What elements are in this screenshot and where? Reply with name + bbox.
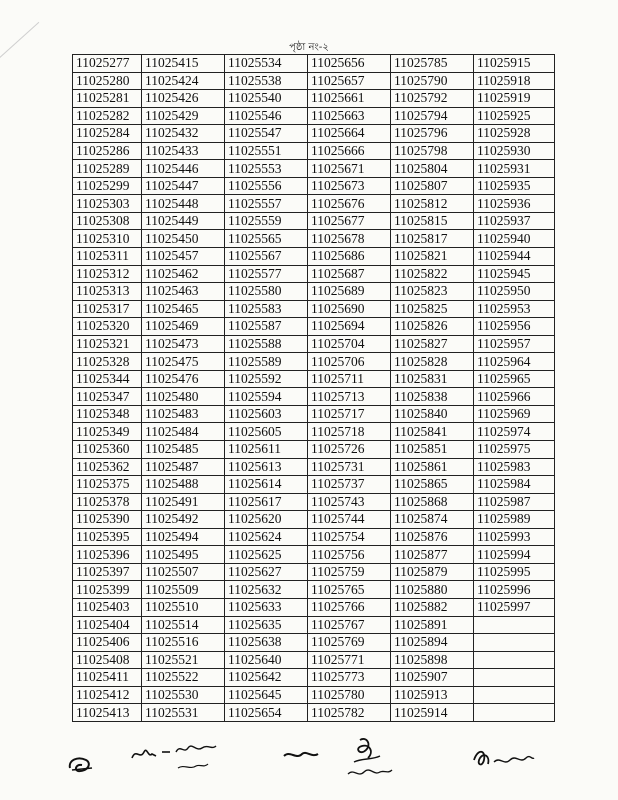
roll-number-cell: 11025677 — [308, 212, 391, 230]
roll-number-cell: 11025594 — [225, 388, 308, 406]
roll-number-cell: 11025706 — [308, 353, 391, 371]
table-row — [73, 423, 555, 441]
roll-number-cell: 11025767 — [308, 616, 391, 634]
roll-number-cell: 11025284 — [73, 125, 142, 143]
roll-number-cell: 11025765 — [308, 581, 391, 599]
roll-number-cell: 11025494 — [142, 528, 225, 546]
roll-number-cell: 11025868 — [391, 493, 474, 511]
roll-number-cell: 11025689 — [308, 283, 391, 301]
roll-number-cell: 11025289 — [73, 160, 142, 178]
roll-number-cell: 11025957 — [474, 335, 555, 353]
roll-number-cell: 11025928 — [474, 125, 555, 143]
table-row — [73, 90, 555, 108]
roll-number-cell: 11025277 — [73, 55, 142, 73]
roll-number-cell: 11025635 — [225, 616, 308, 634]
roll-number-cell: 11025769 — [308, 634, 391, 652]
table-row — [73, 458, 555, 476]
roll-number-cell: 11025974 — [474, 423, 555, 441]
table-row — [73, 598, 555, 616]
roll-number-cell: 11025731 — [308, 458, 391, 476]
table-row — [73, 300, 555, 318]
roll-number-cell: 11025282 — [73, 107, 142, 125]
roll-number-cell: 11025375 — [73, 476, 142, 494]
roll-number-cell — [474, 651, 555, 669]
roll-number-cell: 11025488 — [142, 476, 225, 494]
roll-number-cell: 11025678 — [308, 230, 391, 248]
roll-number-cell: 11025879 — [391, 563, 474, 581]
roll-number-cell: 11025913 — [391, 686, 474, 704]
roll-number-cell: 11025540 — [225, 90, 308, 108]
roll-number-cell: 11025861 — [391, 458, 474, 476]
roll-number-cell: 11025426 — [142, 90, 225, 108]
roll-number-cell: 11025559 — [225, 212, 308, 230]
roll-number-cell: 11025303 — [73, 195, 142, 213]
roll-number-cell: 11025485 — [142, 441, 225, 459]
roll-number-cell: 11025766 — [308, 598, 391, 616]
table-row — [73, 353, 555, 371]
roll-number-cell: 11025577 — [225, 265, 308, 283]
roll-number-cell: 11025983 — [474, 458, 555, 476]
roll-number-cell: 11025915 — [474, 55, 555, 73]
roll-number-cell: 11025759 — [308, 563, 391, 581]
roll-number-cell: 11025817 — [391, 230, 474, 248]
roll-number-cell: 11025704 — [308, 335, 391, 353]
roll-number-cell: 11025966 — [474, 388, 555, 406]
roll-number-cell: 11025994 — [474, 546, 555, 564]
table-row — [73, 230, 555, 248]
table-row — [73, 476, 555, 494]
roll-number-cell: 11025726 — [308, 441, 391, 459]
roll-number-cell: 11025993 — [474, 528, 555, 546]
roll-number-cell: 11025457 — [142, 248, 225, 266]
roll-number-cell: 11025821 — [391, 248, 474, 266]
table-row — [73, 107, 555, 125]
roll-number-cell: 11025798 — [391, 142, 474, 160]
roll-number-cell: 11025694 — [308, 318, 391, 336]
roll-number-cell: 11025510 — [142, 598, 225, 616]
roll-number-cell: 11025930 — [474, 142, 555, 160]
table-row — [73, 177, 555, 195]
roll-number-cell: 11025894 — [391, 634, 474, 652]
roll-number-cell: 11025656 — [308, 55, 391, 73]
roll-number-cell: 11025625 — [225, 546, 308, 564]
roll-number-cell: 11025944 — [474, 248, 555, 266]
roll-number-cell: 11025507 — [142, 563, 225, 581]
roll-number-cell: 11025831 — [391, 370, 474, 388]
roll-number-cell: 11025640 — [225, 651, 308, 669]
roll-number-cell: 11025406 — [73, 634, 142, 652]
table-row — [73, 634, 555, 652]
roll-number-cell: 11025690 — [308, 300, 391, 318]
roll-number-cell: 11025627 — [225, 563, 308, 581]
roll-number-cell: 11025874 — [391, 511, 474, 529]
roll-number-cell: 11025565 — [225, 230, 308, 248]
roll-number-cell: 11025686 — [308, 248, 391, 266]
roll-number-cell: 11025676 — [308, 195, 391, 213]
roll-number-cell: 11025664 — [308, 125, 391, 143]
roll-number-cell: 11025603 — [225, 405, 308, 423]
roll-number-cell: 11025447 — [142, 177, 225, 195]
roll-number-cell: 11025796 — [391, 125, 474, 143]
roll-number-cell: 11025937 — [474, 212, 555, 230]
roll-number-cell: 11025663 — [308, 107, 391, 125]
roll-number-cell: 11025286 — [73, 142, 142, 160]
roll-number-cell: 11025969 — [474, 405, 555, 423]
table-row — [73, 511, 555, 529]
signature-row — [0, 736, 618, 796]
roll-number-cell: 11025280 — [73, 72, 142, 90]
roll-number-cell: 11025965 — [474, 370, 555, 388]
roll-number-cell: 11025312 — [73, 265, 142, 283]
roll-number-cell — [474, 634, 555, 652]
roll-number-cell — [474, 686, 555, 704]
roll-number-cell: 11025780 — [308, 686, 391, 704]
roll-number-cell: 11025633 — [225, 598, 308, 616]
roll-number-cell: 11025717 — [308, 405, 391, 423]
table-row — [73, 669, 555, 687]
roll-number-cell: 11025907 — [391, 669, 474, 687]
roll-number-cell: 11025429 — [142, 107, 225, 125]
roll-number-cell: 11025530 — [142, 686, 225, 704]
table-row — [73, 55, 555, 73]
roll-number-cell: 11025480 — [142, 388, 225, 406]
roll-number-cell: 11025313 — [73, 283, 142, 301]
table-row — [73, 195, 555, 213]
roll-number-cell: 11025804 — [391, 160, 474, 178]
roll-number-cell: 11025399 — [73, 581, 142, 599]
roll-number-cell: 11025413 — [73, 704, 142, 722]
roll-number-cell: 11025997 — [474, 598, 555, 616]
table-row — [73, 405, 555, 423]
roll-number-cell: 11025483 — [142, 405, 225, 423]
table-row — [73, 370, 555, 388]
roll-number-cell: 11025642 — [225, 669, 308, 687]
scan-fold-line — [0, 22, 79, 107]
table-row — [73, 441, 555, 459]
roll-number-cell: 11025348 — [73, 405, 142, 423]
roll-number-cell: 11025328 — [73, 353, 142, 371]
roll-number-cell: 11025390 — [73, 511, 142, 529]
roll-number-cell: 11025953 — [474, 300, 555, 318]
roll-number-cell: 11025397 — [73, 563, 142, 581]
roll-number-cell: 11025588 — [225, 335, 308, 353]
roll-number-cell: 11025509 — [142, 581, 225, 599]
roll-number-cell: 11025521 — [142, 651, 225, 669]
roll-number-cell: 11025718 — [308, 423, 391, 441]
roll-number-cell: 11025826 — [391, 318, 474, 336]
roll-number-cell: 11025823 — [391, 283, 474, 301]
roll-number-cell: 11025996 — [474, 581, 555, 599]
table-row — [73, 546, 555, 564]
roll-number-cell: 11025547 — [225, 125, 308, 143]
table-row — [73, 651, 555, 669]
roll-number-cell: 11025743 — [308, 493, 391, 511]
roll-number-cell: 11025984 — [474, 476, 555, 494]
roll-number-cell: 11025557 — [225, 195, 308, 213]
roll-number-cell: 11025415 — [142, 55, 225, 73]
roll-number-cell: 11025492 — [142, 511, 225, 529]
table-row — [73, 704, 555, 722]
roll-number-cell: 11025756 — [308, 546, 391, 564]
table-row — [73, 581, 555, 599]
roll-number-cell: 11025613 — [225, 458, 308, 476]
roll-number-cell: 11025449 — [142, 212, 225, 230]
roll-number-cell: 11025654 — [225, 704, 308, 722]
roll-number-cell: 11025580 — [225, 283, 308, 301]
roll-number-cell: 11025395 — [73, 528, 142, 546]
roll-number-cell: 11025671 — [308, 160, 391, 178]
roll-number-cell: 11025956 — [474, 318, 555, 336]
roll-number-cell: 11025876 — [391, 528, 474, 546]
roll-number-cell: 11025794 — [391, 107, 474, 125]
table-row — [73, 616, 555, 634]
roll-number-cell: 11025827 — [391, 335, 474, 353]
roll-number-cell: 11025556 — [225, 177, 308, 195]
roll-number-cell: 11025935 — [474, 177, 555, 195]
roll-number-cell: 11025975 — [474, 441, 555, 459]
roll-number-cell: 11025462 — [142, 265, 225, 283]
roll-number-cell: 11025424 — [142, 72, 225, 90]
roll-number-cell: 11025299 — [73, 177, 142, 195]
roll-number-cell: 11025914 — [391, 704, 474, 722]
roll-number-cell: 11025877 — [391, 546, 474, 564]
roll-number-cell: 11025484 — [142, 423, 225, 441]
roll-number-cell: 11025344 — [73, 370, 142, 388]
roll-number-cell: 11025347 — [73, 388, 142, 406]
roll-number-cell: 11025891 — [391, 616, 474, 634]
roll-number-cell: 11025617 — [225, 493, 308, 511]
table-row — [73, 528, 555, 546]
roll-number-cell: 11025782 — [308, 704, 391, 722]
roll-number-cell: 11025812 — [391, 195, 474, 213]
roll-number-cell: 11025790 — [391, 72, 474, 90]
roll-number-cell: 11025711 — [308, 370, 391, 388]
roll-number-cell: 11025432 — [142, 125, 225, 143]
roll-number-cell: 11025940 — [474, 230, 555, 248]
roll-number-cell: 11025317 — [73, 300, 142, 318]
roll-number-cell: 11025408 — [73, 651, 142, 669]
roll-number-cell: 11025475 — [142, 353, 225, 371]
table-row — [73, 686, 555, 704]
roll-number-cell: 11025838 — [391, 388, 474, 406]
roll-number-cell: 11025491 — [142, 493, 225, 511]
signature-5 — [470, 740, 536, 781]
roll-number-cell: 11025320 — [73, 318, 142, 336]
roll-number-cell: 11025632 — [225, 581, 308, 599]
table-row — [73, 265, 555, 283]
roll-number-cell: 11025433 — [142, 142, 225, 160]
roll-number-cell: 11025362 — [73, 458, 142, 476]
roll-number-cell: 11025792 — [391, 90, 474, 108]
roll-number-cell: 11025411 — [73, 669, 142, 687]
roll-number-cell: 11025469 — [142, 318, 225, 336]
roll-number-cell: 11025785 — [391, 55, 474, 73]
roll-number-cell: 11025936 — [474, 195, 555, 213]
roll-number-cell: 11025815 — [391, 212, 474, 230]
roll-number-cell: 11025567 — [225, 248, 308, 266]
roll-number-cell: 11025321 — [73, 335, 142, 353]
roll-number-cell: 11025666 — [308, 142, 391, 160]
table-row — [73, 72, 555, 90]
roll-number-cell: 11025713 — [308, 388, 391, 406]
roll-number-cell: 11025551 — [225, 142, 308, 160]
roll-number-cell: 11025687 — [308, 265, 391, 283]
roll-number-cell: 11025919 — [474, 90, 555, 108]
roll-number-cell: 11025404 — [73, 616, 142, 634]
table-row — [73, 493, 555, 511]
roll-number-cell: 11025589 — [225, 353, 308, 371]
roll-number-cell: 11025531 — [142, 704, 225, 722]
roll-number-cell: 11025495 — [142, 546, 225, 564]
page-number: পৃষ্ঠা নং-২ — [289, 42, 329, 53]
roll-number-cell: 11025349 — [73, 423, 142, 441]
roll-number-table — [72, 54, 555, 722]
roll-number-cell: 11025624 — [225, 528, 308, 546]
roll-number-cell: 11025516 — [142, 634, 225, 652]
roll-number-cell: 11025828 — [391, 353, 474, 371]
roll-number-cell: 11025281 — [73, 90, 142, 108]
roll-number-cell: 11025448 — [142, 195, 225, 213]
roll-number-cell: 11025311 — [73, 248, 142, 266]
table-row — [73, 335, 555, 353]
table-row — [73, 160, 555, 178]
roll-number-cell: 11025945 — [474, 265, 555, 283]
roll-number-cell: 11025882 — [391, 598, 474, 616]
roll-number-cell: 11025744 — [308, 511, 391, 529]
table-row — [73, 283, 555, 301]
roll-number-cell: 11025553 — [225, 160, 308, 178]
roll-number-cell — [474, 704, 555, 722]
roll-number-cell: 11025587 — [225, 318, 308, 336]
roll-number-cell: 11025614 — [225, 476, 308, 494]
roll-number-cell: 11025737 — [308, 476, 391, 494]
roll-number-cell: 11025465 — [142, 300, 225, 318]
roll-number-cell: 11025950 — [474, 283, 555, 301]
roll-number-cell: 11025673 — [308, 177, 391, 195]
roll-number-cell: 11025898 — [391, 651, 474, 669]
roll-number-cell: 11025987 — [474, 493, 555, 511]
roll-number-cell: 11025880 — [391, 581, 474, 599]
roll-number-cell: 11025989 — [474, 511, 555, 529]
table-row — [73, 212, 555, 230]
roll-number-cell: 11025918 — [474, 72, 555, 90]
roll-number-cell: 11025605 — [225, 423, 308, 441]
roll-number-cell: 11025931 — [474, 160, 555, 178]
roll-number-cell: 11025822 — [391, 265, 474, 283]
signature-1 — [66, 752, 96, 781]
roll-number-cell: 11025476 — [142, 370, 225, 388]
roll-number-cell: 11025807 — [391, 177, 474, 195]
roll-number-cell: 11025378 — [73, 493, 142, 511]
roll-number-cell: 11025925 — [474, 107, 555, 125]
roll-number-cell: 11025865 — [391, 476, 474, 494]
roll-number-cell: 11025534 — [225, 55, 308, 73]
roll-number-cell: 11025522 — [142, 669, 225, 687]
roll-number-cell: 11025308 — [73, 212, 142, 230]
roll-number-cell — [474, 669, 555, 687]
roll-number-cell: 11025310 — [73, 230, 142, 248]
roll-number-cell: 11025360 — [73, 441, 142, 459]
roll-number-cell: 11025638 — [225, 634, 308, 652]
roll-number-table-body — [73, 55, 555, 722]
table-row — [73, 125, 555, 143]
roll-number-cell: 11025645 — [225, 686, 308, 704]
roll-number-cell: 11025611 — [225, 441, 308, 459]
roll-number-cell: 11025514 — [142, 616, 225, 634]
roll-number-cell: 11025964 — [474, 353, 555, 371]
roll-number-cell — [474, 616, 555, 634]
roll-number-cell: 11025473 — [142, 335, 225, 353]
roll-number-cell: 11025995 — [474, 563, 555, 581]
roll-number-cell: 11025487 — [142, 458, 225, 476]
table-row — [73, 388, 555, 406]
table-row — [73, 318, 555, 336]
roll-number-cell: 11025463 — [142, 283, 225, 301]
roll-number-cell: 11025825 — [391, 300, 474, 318]
table-row — [73, 563, 555, 581]
roll-number-cell: 11025754 — [308, 528, 391, 546]
roll-number-cell: 11025546 — [225, 107, 308, 125]
roll-number-cell: 11025620 — [225, 511, 308, 529]
roll-number-cell: 11025592 — [225, 370, 308, 388]
roll-number-cell: 11025841 — [391, 423, 474, 441]
roll-number-cell: 11025446 — [142, 160, 225, 178]
roll-number-cell: 11025450 — [142, 230, 225, 248]
signature-2 — [130, 738, 220, 783]
table-row — [73, 142, 555, 160]
roll-number-cell: 11025583 — [225, 300, 308, 318]
roll-number-cell: 11025773 — [308, 669, 391, 687]
signature-3 — [282, 746, 322, 771]
roll-number-cell: 11025538 — [225, 72, 308, 90]
table-row — [73, 248, 555, 266]
roll-number-cell: 11025412 — [73, 686, 142, 704]
roll-number-cell: 11025657 — [308, 72, 391, 90]
roll-number-cell: 11025396 — [73, 546, 142, 564]
signature-4 — [344, 736, 394, 787]
roll-number-cell: 11025661 — [308, 90, 391, 108]
roll-number-cell: 11025851 — [391, 441, 474, 459]
roll-number-cell: 11025771 — [308, 651, 391, 669]
roll-number-cell: 11025840 — [391, 405, 474, 423]
roll-number-cell: 11025403 — [73, 598, 142, 616]
